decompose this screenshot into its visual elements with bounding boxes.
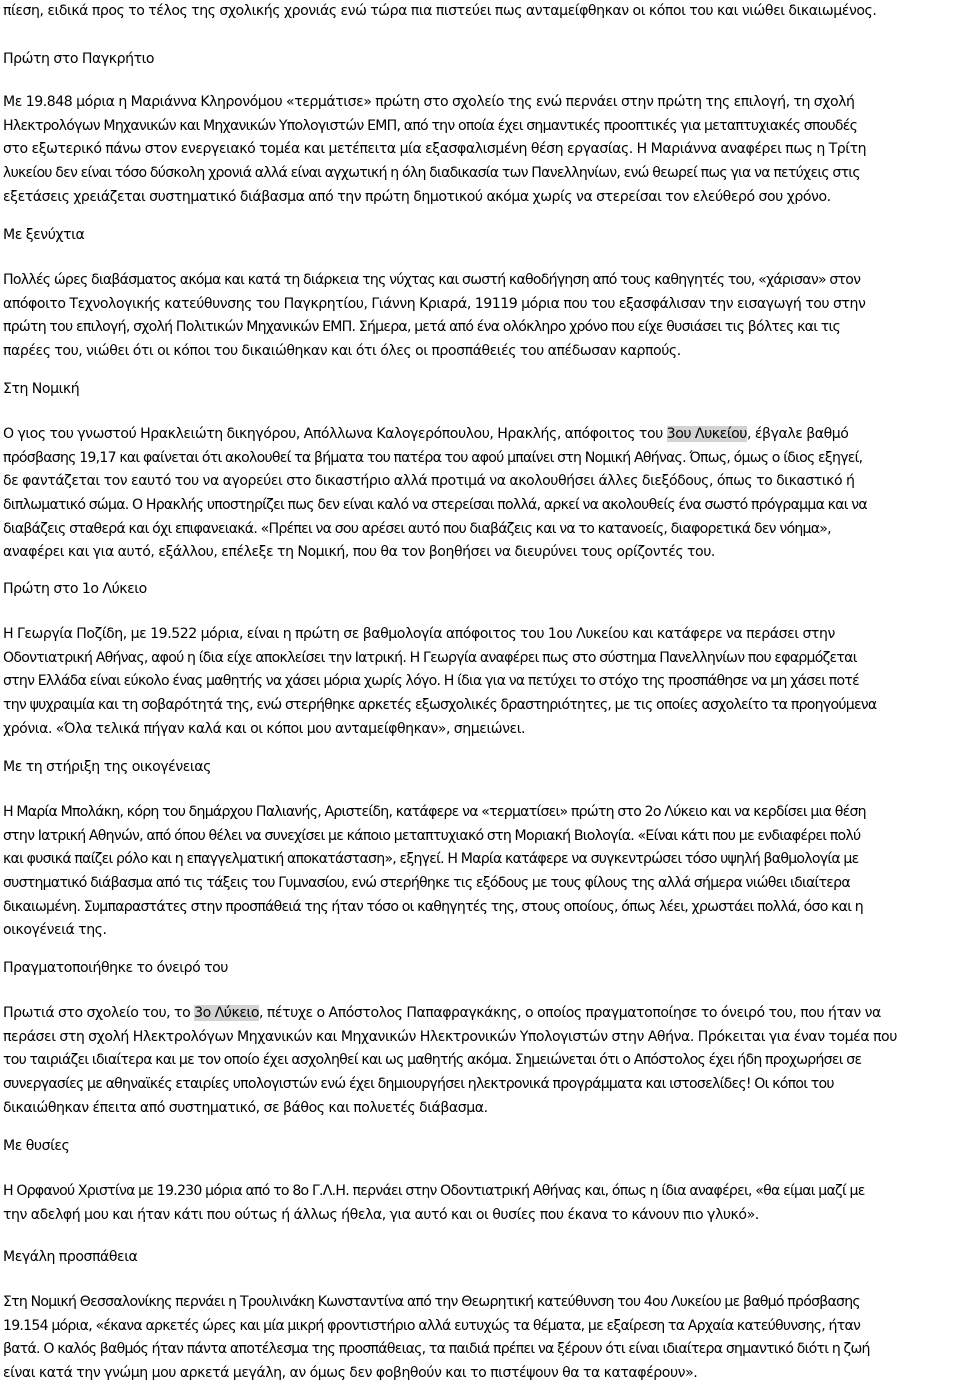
heading-text: Πρώτη στο Παγκρήτιο bbox=[3, 51, 155, 67]
text-line: δε φαντάζεται τον εαυτό του να αγορεύει στο δικαστήριο αλλά προτιμά να ακολουθήσει άλλες διεξόδους, όπως το δικαστικό ή bbox=[3, 473, 855, 490]
heading-text: Μεγάλη προσπάθεια bbox=[3, 1249, 138, 1265]
text-segment: Ο γιος του γνωστού Ηρακλειώτη δικηγόρου, Απόλλωνα Καλογερόπουλου, Ηρακλής, απόφοιτος του bbox=[3, 426, 667, 442]
paragraph bbox=[3, 0, 876, 24]
highlighted-text: 3ου Λυκείου bbox=[666, 426, 748, 442]
section-heading bbox=[3, 756, 211, 780]
text-line: Με 19.848 μόρια η Μαριάννα Κληρονόμου «τερμάτισε» πρώτη στο σχολείο της ενώ περνάει στην πρώτη της επιλογή, τη σχολή bbox=[3, 94, 855, 110]
text-line: Πολλές ώρες διαβάσματος ακόμα και κατά τη διάρκεια της νύχτας και σωστή καθοδήγηση από τους καθηγητές του, «χάρισαν» στον bbox=[3, 272, 861, 288]
heading-text: Στη Νομική bbox=[3, 381, 80, 397]
text-line bbox=[3, 1002, 897, 1026]
text-line: του ταιριάζει ιδιαίτερα και με τον οποίο έχει ασχοληθεί και ως μαθητής ακόμα. Σημειώνεται ότι ο Απόστολος έχει ήδη προχωρήσει σε bbox=[3, 1052, 862, 1069]
text-line: Η Ορφανού Χριστίνα με 19.230 μόρια από το 8ο Γ.Λ.Η. περνάει στην Οδοντιατρική Αθήνας και, όπως η ίδια αναφέρει, «θα είμαι μαζί με bbox=[3, 1183, 865, 1199]
section-heading bbox=[3, 1135, 69, 1159]
text-segment: , έβγαλε βαθμό bbox=[747, 426, 849, 442]
text-segment: Πρωτιά στο σχολείο του, το bbox=[3, 1005, 195, 1021]
text-line: στην Ελλάδα είναι εύκολο ένας μαθητής να χάσει μόρια χωρίς λόγο. Η ίδια για να πετύχει το στόχο της προσπάθησε να μη χάσει ποτέ bbox=[3, 673, 859, 690]
paragraph bbox=[3, 801, 866, 943]
heading-text: Πρώτη στο 1ο Λύκειο bbox=[3, 581, 147, 597]
paragraph bbox=[3, 269, 865, 364]
paragraph bbox=[3, 1002, 897, 1120]
text-line bbox=[3, 423, 867, 447]
text-segment: , πέτυχε ο Απόστολος Παπαφραγκάκης, ο οποίος πραγματοποίησε το όνειρό του, που ήταν να bbox=[259, 1005, 881, 1021]
section-heading bbox=[3, 378, 79, 402]
section-heading bbox=[3, 957, 228, 981]
text-line: στην Ιατρική Αθηνών, από όπου θέλει να συνεχίσει με κάποιο μεταπτυχιακό στη Μοριακή Βιολογία. «Είναι κάτι που με ενδιαφέρει πολύ bbox=[3, 827, 861, 844]
section-heading bbox=[3, 48, 154, 72]
section-heading bbox=[3, 224, 84, 248]
text-line: Οδοντιατρική Αθήνας, αφού η ίδια είχε αποκλείσει την Ιατρική. Η Γεωργία αναφέρει πως στο σύστημα Πανελληνίων που εφαρμόζεται bbox=[3, 649, 857, 666]
section-heading bbox=[3, 578, 147, 602]
text-line: πρώτη του επιλογή, σχολή Πολιτικών Μηχανικών ΕΜΠ. Σήμερα, μετά από ένα ολόκληρο χρόνο που είχε θυσιάσει τις βόλτες και τις bbox=[3, 319, 841, 336]
text-line: Η Γεωργία Ποζίδη, με 19.522 μόρια, είναι η πρώτη σε βαθμολογία απόφοιτος του 1ου Λυκείου και κατάφερε να περάσει στην bbox=[3, 626, 835, 642]
paragraph bbox=[3, 1291, 870, 1386]
text-line: απόφοιτο Τεχνολογικής κατεύθυνσης του Παγκρητίου, Γιάννη Κριαρά, 19119 μόρια που του εξασφάλισαν την εισαγωγή του στην bbox=[3, 295, 866, 312]
text-line: διαβάζεις σταθερά και όχι επιφανειακά. «Πρέπει να σου αρέσει αυτό που διαβάζεις και να το κατανοείς, διαφορετικά δεν νόημα», bbox=[3, 520, 831, 537]
text-line: παρέες του, νιώθει ότι οι κόποι του δικαιώθηκαν και ότι όλες οι προσπάθειές του απέδωσαν καρπούς. bbox=[3, 343, 681, 360]
text-line: είναι κατά την γνώμη μου αρκετά μεγάλη, αν όμως δεν φοβηθούν και το πιστέψουν θα τα καταφέρουν». bbox=[3, 1365, 698, 1382]
text-line: συστηματικό διάβασμα από τις τάξεις του Γυμνασίου, ενώ στερήθηκε τις εξόδους με τους φίλους της αλλά σήμερα νιώθει ιδιαίτερα bbox=[3, 875, 850, 892]
text-line: Στη Νομική Θεσσαλονίκης περνάει η Τρουλινάκη Κωνσταντίνα από την Θεωρητική κατεύθυνση του 4ου Λυκείου με βαθμό πρόσβασης bbox=[3, 1294, 860, 1310]
heading-text: Με θυσίες bbox=[3, 1138, 70, 1154]
text-line: δικαιώθηκαν έπειτα από συστηματικό, σε βάθος και πολυετές διάβασμα. bbox=[3, 1099, 488, 1116]
text-line: εξετάσεις χρειάζεται συστηματικό διάβασμα από την πρώτη δημοτικού ακόμα χωρίς να στερείσαι τον ελεύθερό σου χρόνο. bbox=[3, 188, 831, 205]
text-line: αναφέρει και για αυτό, εξάλλου, επέλεξε τη Νομική, που θα τον βοηθήσει να διευρύνει τους ορίζοντές του. bbox=[3, 544, 715, 561]
heading-text: Με τη στήριξη της οικογένειας bbox=[3, 759, 211, 775]
paragraph bbox=[3, 1180, 865, 1227]
text-line: στο εξωτερικό πάνω στον ενεργειακό τομέα και μετέπειτα μία εξασφαλισμένη θέση εργασίας. Η Μαριάννα αναφέρει πως η Τρίτη bbox=[3, 141, 867, 158]
text-line: Ηλεκτρολόγων Μηχανικών και Μηχανικών Υπολογιστών ΕΜΠ, από την οποία έχει σημαντικές προοπτικές για μεταπτυχιακές σπουδές bbox=[3, 117, 858, 134]
paragraph bbox=[3, 91, 866, 209]
text-line: πρόσβασης 19,17 και φαίνεται ότι ακολουθεί τα βήματα του πατέρα του αφού μπαίνει στη Νομική Αθήνας. Όπως, όμως ο ίδιος εξηγεί, bbox=[3, 449, 863, 466]
text-line: δικαιωμένη. Συμπαραστάτες στην προσπάθειά της ήταν τόσο οι καθηγητές της, στους οποίους, όπως λέει, χρωστάει πολλά, όσο και η bbox=[3, 898, 863, 915]
heading-text: Πραγματοποιήθηκε το όνειρό του bbox=[3, 960, 228, 976]
text-line: περάσει στη σχολή Ηλεκτρολόγων Μηχανικών και Μηχανικών Ηλεκτρονικών Υπολογιστών στην Αθήνα. Πρόκειται για έναν τομέα που bbox=[3, 1028, 897, 1045]
text-line: 19.154 μόρια, «έκανα αρκετές ώρες και μία μικρή φροντιστήριο αλλά ευτυχώς τα θέματα, με εξαίρεση τα Αρχαία κατεύθυνσης, ήταν bbox=[3, 1317, 861, 1334]
text-line: χρόνια. «Όλα τελικά πήγαν καλά και οι κόποι μου ανταμείφθηκαν», σημειώνει. bbox=[3, 720, 526, 737]
highlighted-text: 3ο Λύκειο bbox=[194, 1005, 260, 1021]
text-line: λυκείου δεν είναι τόσο δύσκολη χρονιά αλλά είναι αγχωτική η όλη διαδικασία των Πανελληνίων, ενώ θεωρεί πως για να πετύχεις στις bbox=[3, 165, 860, 182]
text-line: Η Μαρία Μπολάκη, κόρη του δημάρχου Παλιανής, Αριστείδη, κατάφερε να «τερματίσει» πρώτη στο 2ο Λύκειο και να κερδίσει μια θέση bbox=[3, 804, 866, 820]
text-line: οικογένειά της. bbox=[3, 922, 107, 939]
text-line: την αδελφή μου και ήταν κάτι που ούτως ή άλλως ήθελα, για αυτό και οι θυσίες που έκανα το κάνουν πιο γλυκό». bbox=[3, 1206, 759, 1223]
text-line: την ψυχραιμία και τη σοβαρότητά της, ενώ στερήθηκε αρκετές εξωσχολικές δραστηριότητες, με τις οποίες ασχολείτο τα προηγούμενα bbox=[3, 697, 877, 714]
text-line: διπλωματικό σώμα. Ο Ηρακλής υποστηρίζει πως δεν είναι καλό να στερείσαι πολλά, αρκεί να ακολουθείς ένα σωστό πρόγραμμα και να bbox=[3, 497, 867, 514]
text-line: βατά. Ο καλός βαθμός ήταν πάντα αποτέλεσμα της προσπάθειας, τα παιδιά πρέπει να ξέρουν ότι είναι ιδιαίτερα σημαντικό διότι η ζωή bbox=[3, 1341, 870, 1358]
paragraph bbox=[3, 423, 867, 565]
text-line: πίεση, ειδικά προς το τέλος της σχολικής χρονιάς ενώ τώρα πια πιστεύει πως ανταμείφθηκαν οι κόποι του και νιώθει δικαιωμένος. bbox=[3, 3, 877, 19]
text-line: συνεργασίες με αθηναϊκές εταιρίες υπολογιστών ενώ έχει δημιουργήσει ηλεκτρονικά προγράμματα και ιστοσελίδες! Οι κόποι του bbox=[3, 1076, 834, 1093]
section-heading bbox=[3, 1246, 137, 1270]
paragraph bbox=[3, 623, 876, 741]
text-line: και φυσικά παίζει ρόλο και η επαγγελματική αποκατάσταση», εξηγεί. Η Μαρία κατάφερε να συγκεντρώσει τόσο υψηλή βαθμολογία με bbox=[3, 851, 859, 868]
heading-text: Με ξενύχτια bbox=[3, 227, 85, 243]
